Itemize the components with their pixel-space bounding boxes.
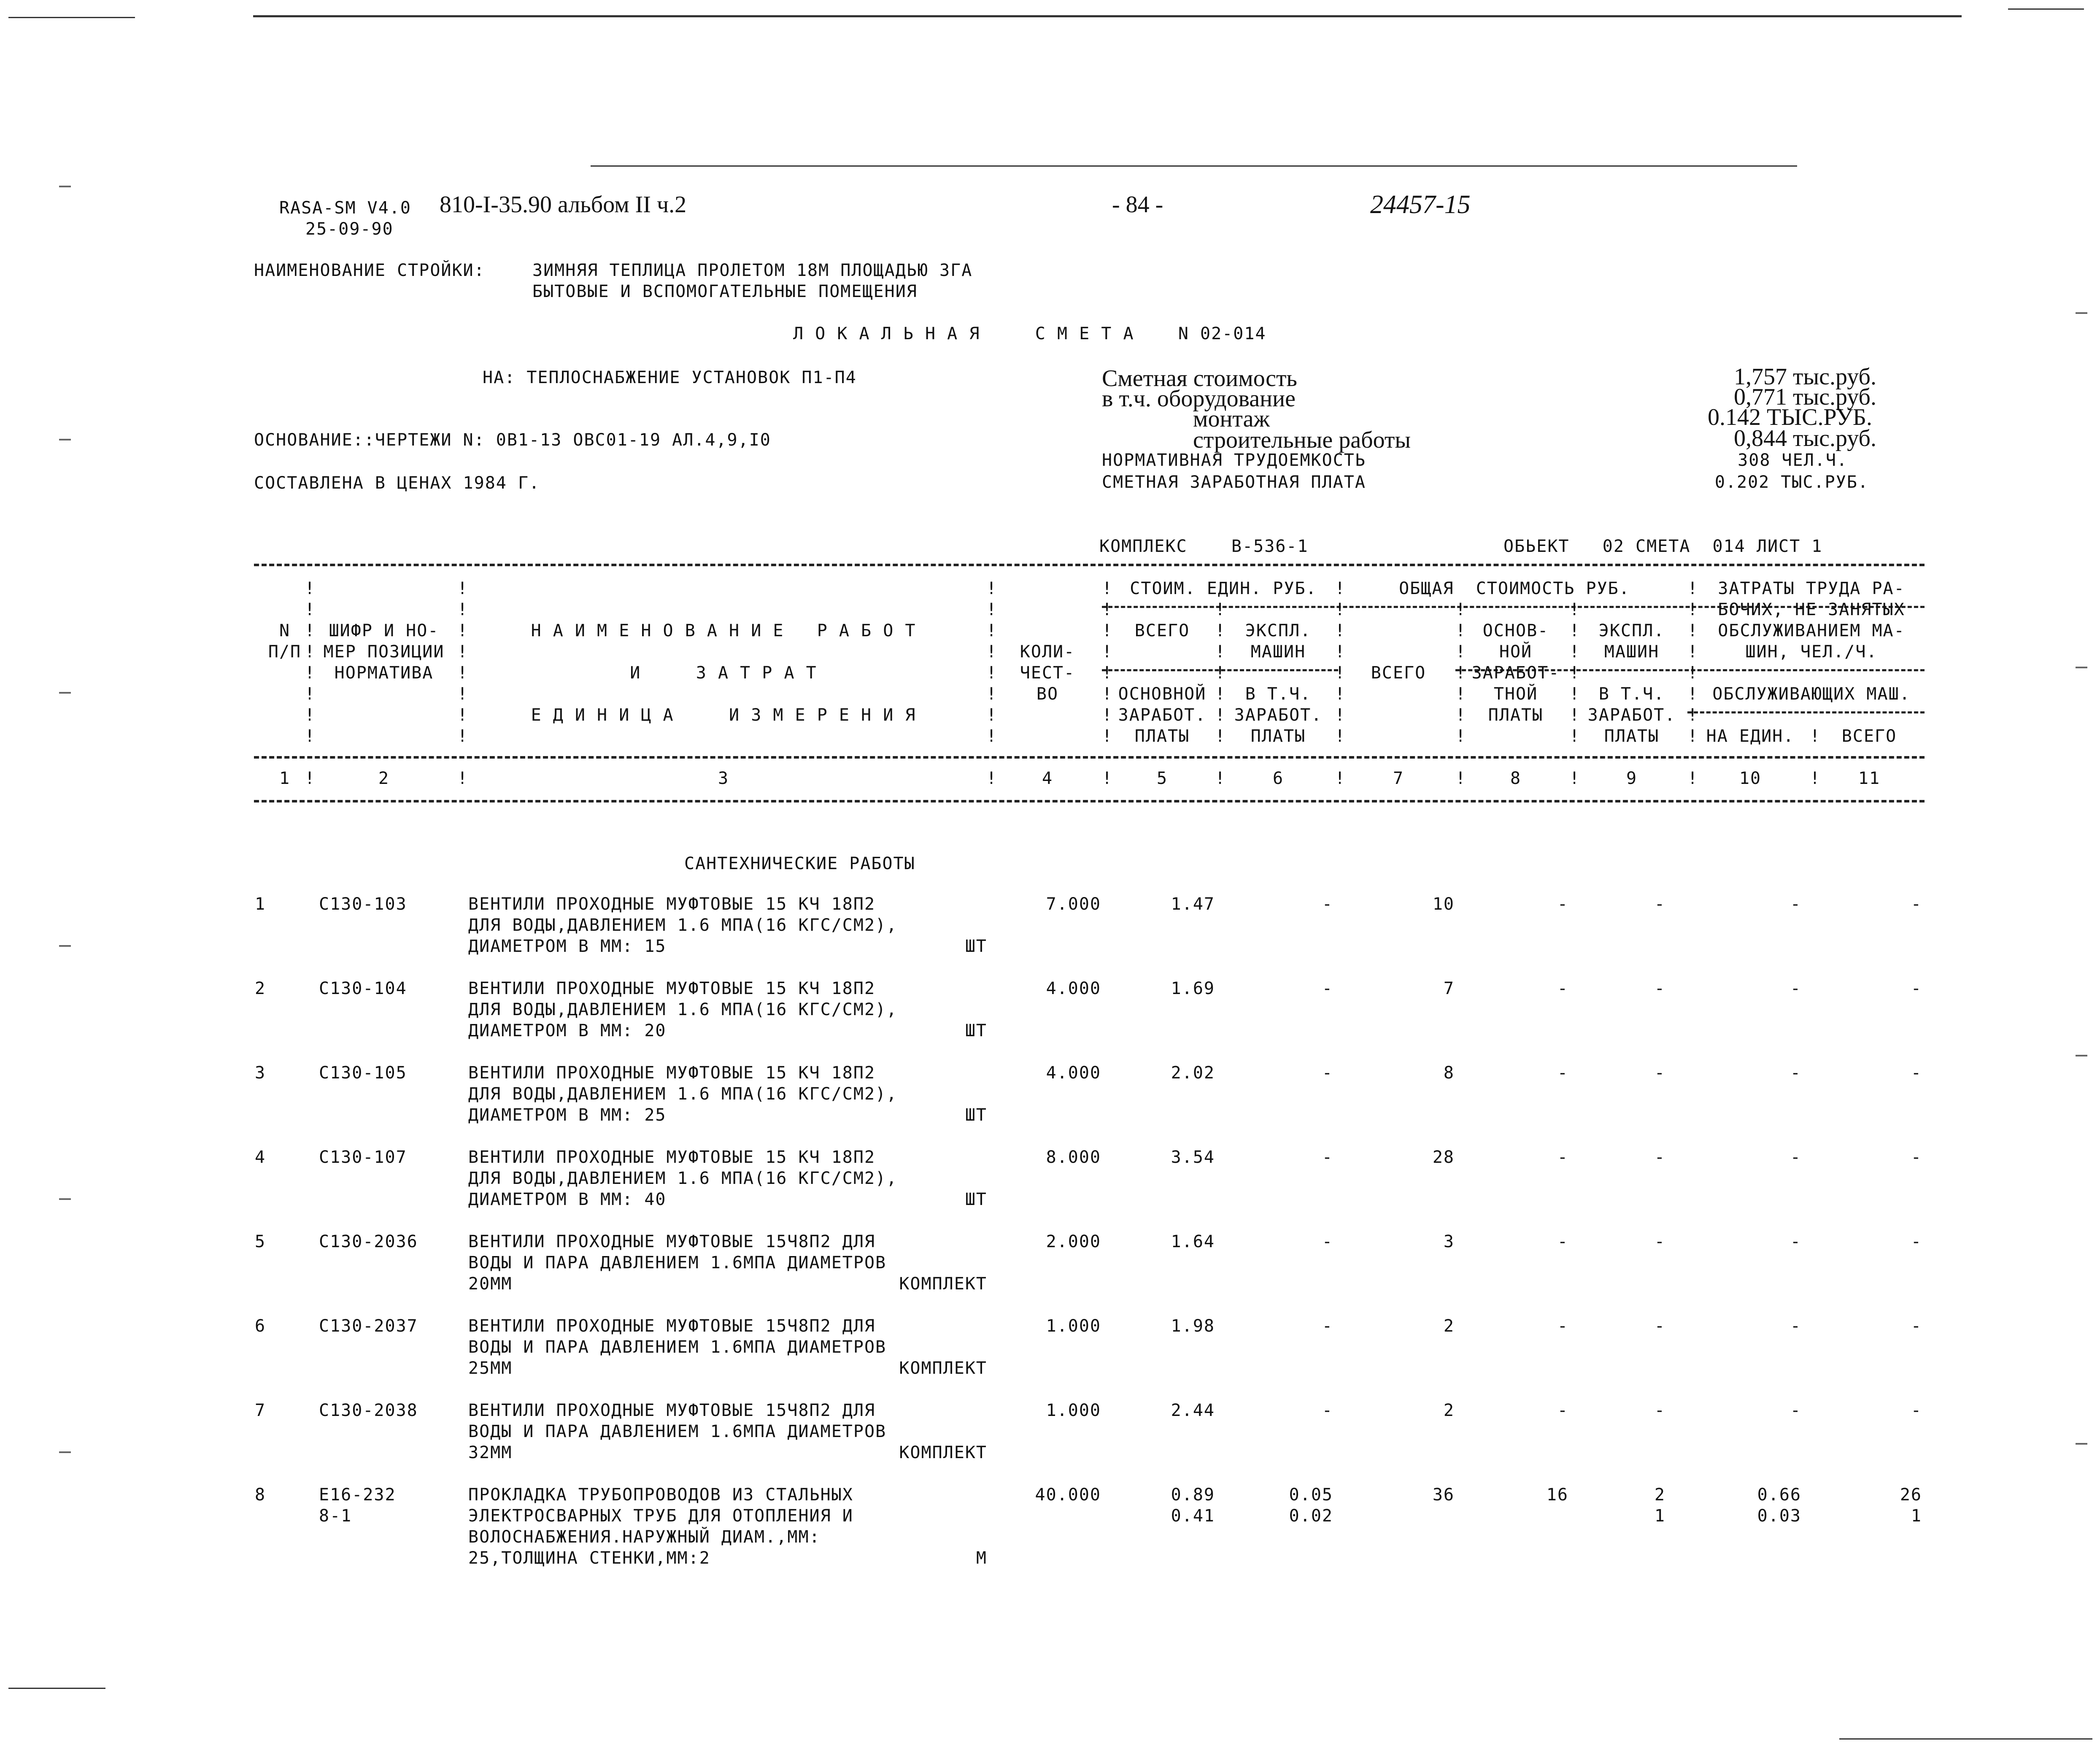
hdr-c6-machines: ЭКСПЛ. МАШИН <box>1245 621 1312 662</box>
row-quantity: 1.000 <box>1046 1316 1101 1336</box>
hdr-unit-cost: СТОИМ. ЕДИН. РУБ. <box>1130 579 1317 598</box>
colnum-6: 6 <box>1272 769 1284 788</box>
row-total-machines: - <box>1654 1401 1665 1420</box>
col-sep-2: ! ! ! ! ! ! ! ! <box>457 579 469 746</box>
page-number: - 84 - <box>1112 192 1163 218</box>
row-total: 7 <box>1443 979 1455 998</box>
colnum-5: 5 <box>1156 769 1168 788</box>
row-labor-unit: - <box>1790 1148 1801 1167</box>
row-unit: М <box>976 1548 987 1568</box>
estimate-title: Л О К А Л Ь Н А Я С М Е Т А N 02-014 <box>793 324 1266 343</box>
colnum-seps: ! <box>1455 769 1467 788</box>
colnum-11: 11 <box>1858 769 1881 788</box>
margin-tick <box>2076 1443 2087 1445</box>
row-unit-machines: - <box>1322 979 1333 998</box>
hdr-c7: ВСЕГО <box>1371 663 1426 683</box>
row-number: 2 <box>255 979 266 998</box>
margin-tick <box>2076 312 2087 314</box>
table-rule-top <box>254 564 1925 566</box>
header-date: 25-09-90 <box>305 219 394 239</box>
project-name-line2: БЫТОВЫЕ И ВСПОМОГАТЕЛЬНЫЕ ПОМЕЩЕНИЯ <box>532 282 918 301</box>
hdr-c9-wages: В Т.Ч. ЗАРАБОТ. ПЛАТЫ <box>1587 684 1676 746</box>
row-number: 5 <box>255 1232 266 1251</box>
row-number: 7 <box>255 1401 266 1420</box>
row-description-line: ДИАМЕТРОМ В ММ: 20 <box>468 1021 667 1040</box>
row-unit-machines-sub: 0.02 <box>1289 1506 1333 1526</box>
row-total-machines: - <box>1654 1063 1665 1083</box>
row-description-line: ВЕНТИЛИ ПРОХОДНЫЕ МУФТОВЫЕ 15Ч8П2 ДЛЯ <box>468 1316 876 1336</box>
hdr-qty: КОЛИ- ЧЕСТ- ВО <box>1020 642 1075 704</box>
row-unit-total: 1.69 <box>1171 979 1215 998</box>
row-code: С130-104 <box>319 979 407 998</box>
summary-value-installation: 0.142 ТЫС.РУБ. <box>1708 404 1872 430</box>
row-description-line: ВОДЫ И ПАРА ДАВЛЕНИЕМ 1.6МПА ДИАМЕТРОВ <box>468 1422 887 1441</box>
top-left-mark <box>8 17 135 18</box>
hdr-c5-wages: ОСНОВНОЙ ЗАРАБОТ. ПЛАТЫ <box>1118 684 1207 746</box>
row-unit-total-sub: 0.41 <box>1171 1506 1215 1526</box>
row-description-line: ВЕНТИЛИ ПРОХОДНЫЕ МУФТОВЫЕ 15Ч8П2 ДЛЯ <box>468 1232 876 1251</box>
row-unit: КОМПЛЕКТ <box>899 1443 987 1462</box>
row-code: С130-2037 <box>319 1316 418 1336</box>
colnum-seps: ! <box>986 769 998 788</box>
row-description-line: ДЛЯ ВОДЫ,ДАВЛЕНИЕМ 1.6 МПА(16 КГС/СМ2), <box>468 1000 898 1019</box>
margin-tick <box>59 692 71 694</box>
row-labor-unit-sub: 0.03 <box>1757 1506 1801 1526</box>
scope: НА: ТЕПЛОСНАБЖЕНИЕ УСТАНОВОК П1-П4 <box>483 368 857 387</box>
hdr-labor: ЗАТРАТЫ ТРУДА РА- БОЧИХ, НЕ ЗАНЯТЫХ ОБСЛУЖИВАНИЕМ МА- ШИН, ЧЕЛ./Ч. <box>1718 579 1905 662</box>
row-total: 2 <box>1443 1401 1455 1420</box>
col-sep-10: ! <box>1810 727 1821 746</box>
row-quantity: 4.000 <box>1046 979 1101 998</box>
row-unit-total: 3.54 <box>1171 1148 1215 1167</box>
row-description-line: ДЛЯ ВОДЫ,ДАВЛЕНИЕМ 1.6 МПА(16 КГС/СМ2), <box>468 916 898 935</box>
complex-code: КОМПЛЕКС В-536-1 <box>1099 537 1309 556</box>
summary-value-labor: 308 ЧЕЛ.Ч. <box>1738 451 1848 470</box>
row-labor-total: - <box>1911 1401 1922 1420</box>
row-code: С130-2038 <box>319 1401 418 1420</box>
row-description-line: ВОЛОСНАБЖЕНИЯ.НАРУЖНЫЙ ДИАМ.,ММ: <box>468 1527 821 1547</box>
row-quantity: 40.000 <box>1035 1485 1101 1505</box>
basis: ОСНОВАНИЕ::ЧЕРТЕЖИ N: 0В1-13 ОВС01-19 АЛ.4,9,I0 <box>254 430 771 450</box>
top-scan-line-2 <box>591 165 1797 167</box>
row-total: 36 <box>1432 1485 1455 1505</box>
row-labor-unit: - <box>1790 979 1801 998</box>
summary-label-construction: строительные работы <box>1193 427 1411 453</box>
summary-value-equipment: 0,771 тыс.руб. <box>1734 384 1876 410</box>
bottom-left-mark <box>8 1688 105 1689</box>
row-quantity: 1.000 <box>1046 1401 1101 1420</box>
row-unit-total: 1.47 <box>1171 894 1215 914</box>
colnum-seps: ! <box>457 769 469 788</box>
object-sheet: ОБЬЕКТ 02 СМЕТА 014 ЛИСТ 1 <box>1503 537 1823 556</box>
row-number: 1 <box>255 894 266 914</box>
row-unit: КОМПЛЕКТ <box>899 1274 987 1294</box>
margin-tick <box>2076 1055 2087 1056</box>
row-total-wages: - <box>1557 894 1568 914</box>
row-unit-total: 0.89 <box>1171 1485 1215 1505</box>
colnum-3: 3 <box>718 769 729 788</box>
row-description-line: ПРОКЛАДКА ТРУБОПРОВОДОВ ИЗ СТАЛЬНЫХ <box>468 1485 853 1505</box>
row-description-line: 25ММ <box>468 1359 513 1378</box>
row-code: С130-105 <box>319 1063 407 1083</box>
row-description-line: 32ММ <box>468 1443 513 1462</box>
row-unit-machines: - <box>1322 1063 1333 1083</box>
row-total-wages: - <box>1557 1063 1568 1083</box>
row-unit-machines: - <box>1322 1148 1333 1167</box>
row-number: 6 <box>255 1316 266 1336</box>
row-labor-total: - <box>1911 1148 1922 1167</box>
summary-value-total: 1,757 тыс.руб. <box>1734 364 1876 390</box>
row-total-wages: - <box>1557 1401 1568 1420</box>
row-total-machines: - <box>1654 894 1665 914</box>
row-total-machines-sub: 1 <box>1654 1506 1665 1526</box>
row-quantity: 7.000 <box>1046 894 1101 914</box>
row-unit: ШТ <box>965 1105 987 1125</box>
document-id: 24457-15 <box>1370 190 1471 219</box>
colnum-seps: ! <box>1102 769 1113 788</box>
margin-tick <box>59 1451 71 1453</box>
colnum-seps: ! <box>1810 769 1821 788</box>
top-right-mark <box>2008 8 2084 10</box>
margin-tick <box>59 186 71 187</box>
row-description-line: ВЕНТИЛИ ПРОХОДНЫЕ МУФТОВЫЕ 15 КЧ 18П2 <box>468 1063 876 1083</box>
row-labor-total-sub: 1 <box>1911 1506 1922 1526</box>
col-sep-6: ! ! ! ! ! ! ! ! <box>1335 579 1346 746</box>
project-label: НАИМЕНОВАНИЕ СТРОЙКИ: <box>254 261 485 280</box>
summary-value-construction: 0,844 тыс.руб. <box>1734 425 1876 451</box>
row-unit-machines: 0.05 <box>1289 1485 1333 1505</box>
hdr-c9-machines: ЭКСПЛ. МАШИН <box>1598 621 1665 662</box>
row-total-wages: - <box>1557 1316 1568 1336</box>
summary-label-labor: НОРМАТИВНАЯ ТРУДОЕМКОСТЬ <box>1102 451 1366 470</box>
project-name-line1: ЗИМНЯЯ ТЕПЛИЦА ПРОЛЕТОМ 18М ПЛОЩАДЬЮ 3ГА <box>532 261 973 280</box>
col-sep-8: ! ! ! ! ! ! ! <box>1569 600 1581 746</box>
row-quantity: 2.000 <box>1046 1232 1101 1251</box>
row-code: С130-107 <box>319 1148 407 1167</box>
row-labor-total: - <box>1911 979 1922 998</box>
colnum-7: 7 <box>1393 769 1404 788</box>
hdr-labor-sub: ОБСЛУЖИВАЮЩИХ МАШ. <box>1712 684 1911 704</box>
prices-basis: СОСТАВЛЕНА В ЦЕНАХ 1984 Г. <box>254 473 540 493</box>
row-description-line: 25,ТОЛЩИНА СТЕНКИ,ММ:2 <box>468 1548 710 1568</box>
colnum-10: 10 <box>1739 769 1762 788</box>
row-total-machines: 2 <box>1654 1485 1665 1505</box>
row-total-machines: - <box>1654 1148 1665 1167</box>
row-labor-unit: - <box>1790 894 1801 914</box>
colnum-seps: ! <box>1569 769 1581 788</box>
hdr-c10: НА ЕДИН. <box>1706 727 1795 746</box>
row-quantity: 4.000 <box>1046 1063 1101 1083</box>
colnum-seps: ! <box>1215 769 1226 788</box>
row-labor-total: - <box>1911 1316 1922 1336</box>
row-total: 3 <box>1443 1232 1455 1251</box>
hdr-c8: ОСНОВ- НОЙ ЗАРАБОТ- ТНОЙ ПЛАТЫ <box>1471 621 1560 725</box>
row-unit-total: 1.98 <box>1171 1316 1215 1336</box>
row-total-wages: 16 <box>1546 1485 1568 1505</box>
row-labor-unit: - <box>1790 1316 1801 1336</box>
row-description-line: ВЕНТИЛИ ПРОХОДНЫЕ МУФТОВЫЕ 15 КЧ 18П2 <box>468 979 876 998</box>
row-labor-unit: - <box>1790 1063 1801 1083</box>
program-id: RASA-SM V4.0 <box>279 198 411 218</box>
row-unit-machines: - <box>1322 1316 1333 1336</box>
row-unit-total: 1.64 <box>1171 1232 1215 1251</box>
colnum-seps: ! <box>305 769 316 788</box>
bottom-right-mark <box>1839 1738 2092 1740</box>
row-description-line: ДЛЯ ВОДЫ,ДАВЛЕНИЕМ 1.6 МПА(16 КГС/СМ2), <box>468 1084 898 1104</box>
hdr-total-cost: ОБЩАЯ СТОИМОСТЬ РУБ. <box>1399 579 1630 598</box>
hdr-code: ШИФР И НО- МЕР ПОЗИЦИИ НОРМАТИВА <box>323 621 445 683</box>
row-labor-unit: 0.66 <box>1757 1485 1801 1505</box>
row-total-machines: - <box>1654 979 1665 998</box>
row-total: 10 <box>1432 894 1455 914</box>
row-description-line: ВЕНТИЛИ ПРОХОДНЫЕ МУФТОВЫЕ 15 КЧ 18П2 <box>468 1148 876 1167</box>
summary-value-wages: 0.202 ТЫС.РУБ. <box>1714 473 1869 492</box>
summary-label-equipment: в т.ч. оборудование <box>1102 386 1296 412</box>
row-labor-total: - <box>1911 1232 1922 1251</box>
margin-tick <box>2076 667 2087 668</box>
row-total: 8 <box>1443 1063 1455 1083</box>
row-description-line: ДЛЯ ВОДЫ,ДАВЛЕНИЕМ 1.6 МПА(16 КГС/СМ2), <box>468 1169 898 1188</box>
row-unit-total: 2.44 <box>1171 1401 1215 1420</box>
col-sep-7: ! ! ! ! ! ! ! <box>1455 600 1467 746</box>
row-total-wages: - <box>1557 1232 1568 1251</box>
row-code: Е16-232 <box>319 1485 396 1505</box>
row-code: С130-2036 <box>319 1232 418 1251</box>
row-description-line: ВОДЫ И ПАРА ДАВЛЕНИЕМ 1.6МПА ДИАМЕТРОВ <box>468 1253 887 1273</box>
row-labor-total: - <box>1911 1063 1922 1083</box>
row-unit: ШТ <box>965 1190 987 1209</box>
row-unit: ШТ <box>965 937 987 956</box>
row-unit: ШТ <box>965 1021 987 1040</box>
colnum-9: 9 <box>1626 769 1638 788</box>
table-rule-mid <box>254 756 1925 759</box>
row-description-line: 20ММ <box>468 1274 513 1294</box>
row-unit-machines: - <box>1322 1232 1333 1251</box>
table-rule-bottom <box>254 800 1925 802</box>
row-unit-machines: - <box>1322 1401 1333 1420</box>
row-labor-total: - <box>1911 894 1922 914</box>
colnum-seps: ! <box>1687 769 1699 788</box>
col-sep-5: ! ! ! ! ! ! ! <box>1215 600 1226 746</box>
section-title: САНТЕХНИЧЕСКИЕ РАБОТЫ <box>684 854 915 873</box>
hdr-c5-total: ВСЕГО <box>1134 621 1190 640</box>
row-labor-total: 26 <box>1900 1485 1922 1505</box>
row-unit-machines: - <box>1322 894 1333 914</box>
hdr-n: N П/П <box>268 621 302 662</box>
row-unit: КОМПЛЕКТ <box>899 1359 987 1378</box>
row-unit-total: 2.02 <box>1171 1063 1215 1083</box>
summary-label-installation: монтаж <box>1193 406 1270 432</box>
colnum-4: 4 <box>1042 769 1053 788</box>
col-sep-4: ! ! ! ! ! ! ! ! <box>1102 579 1113 746</box>
colnum-1: 1 <box>279 769 291 788</box>
colnum-seps: ! <box>1335 769 1346 788</box>
labor-split-rule <box>1687 711 1925 713</box>
summary-label-wages: СМЕТНАЯ ЗАРАБОТНАЯ ПЛАТА <box>1102 473 1366 492</box>
row-total: 28 <box>1432 1148 1455 1167</box>
row-description-line: ВЕНТИЛИ ПРОХОДНЫЕ МУФТОВЫЕ 15Ч8П2 ДЛЯ <box>468 1401 876 1420</box>
row-total-wages: - <box>1557 979 1568 998</box>
row-number: 8 <box>255 1485 266 1505</box>
top-scan-line <box>253 15 1962 17</box>
row-number: 3 <box>255 1063 266 1083</box>
summary-label-total: Сметная стоимость <box>1102 365 1297 392</box>
row-description-line: ВОДЫ И ПАРА ДАВЛЕНИЕМ 1.6МПА ДИАМЕТРОВ <box>468 1337 887 1357</box>
colnum-8: 8 <box>1510 769 1522 788</box>
hdr-name: Н А И М Е Н О В А Н И Е Р А Б О Т И З А Т Р А Т Е Д И Н И Ц А И З М Е Р Е Н И Я <box>531 621 916 725</box>
margin-tick <box>59 439 71 440</box>
row-total-machines: - <box>1654 1232 1665 1251</box>
row-total: 2 <box>1443 1316 1455 1336</box>
col-sep-3: ! ! ! ! ! ! ! ! <box>986 579 998 746</box>
hdr-c11: ВСЕГО <box>1841 727 1897 746</box>
hdr-c6-wages: В Т.Ч. ЗАРАБОТ. ПЛАТЫ <box>1234 684 1323 746</box>
row-number: 4 <box>255 1148 266 1167</box>
row-labor-unit: - <box>1790 1401 1801 1420</box>
margin-tick <box>59 945 71 947</box>
row-description-line: ВЕНТИЛИ ПРОХОДНЫЕ МУФТОВЫЕ 15 КЧ 18П2 <box>468 894 876 914</box>
row-code-sub: 8-1 <box>319 1506 352 1526</box>
row-description-line: ЭЛЕКТРОСВАРНЫХ ТРУБ ДЛЯ ОТОПЛЕНИЯ И <box>468 1506 853 1526</box>
album-ref: 810-I-35.90 альбом II ч.2 <box>440 192 687 218</box>
row-quantity: 8.000 <box>1046 1148 1101 1167</box>
col-sep-9: ! ! ! ! ! ! ! ! <box>1687 579 1699 746</box>
row-description-line: ДИАМЕТРОМ В ММ: 15 <box>468 937 667 956</box>
col-sep-1: ! ! ! ! ! ! ! ! <box>305 579 316 746</box>
row-total-wages: - <box>1557 1148 1568 1167</box>
margin-tick <box>59 1198 71 1200</box>
row-code: С130-103 <box>319 894 407 914</box>
colnum-2: 2 <box>378 769 390 788</box>
row-labor-unit: - <box>1790 1232 1801 1251</box>
row-description-line: ДИАМЕТРОМ В ММ: 40 <box>468 1190 667 1209</box>
row-total-machines: - <box>1654 1316 1665 1336</box>
row-description-line: ДИАМЕТРОМ В ММ: 25 <box>468 1105 667 1125</box>
